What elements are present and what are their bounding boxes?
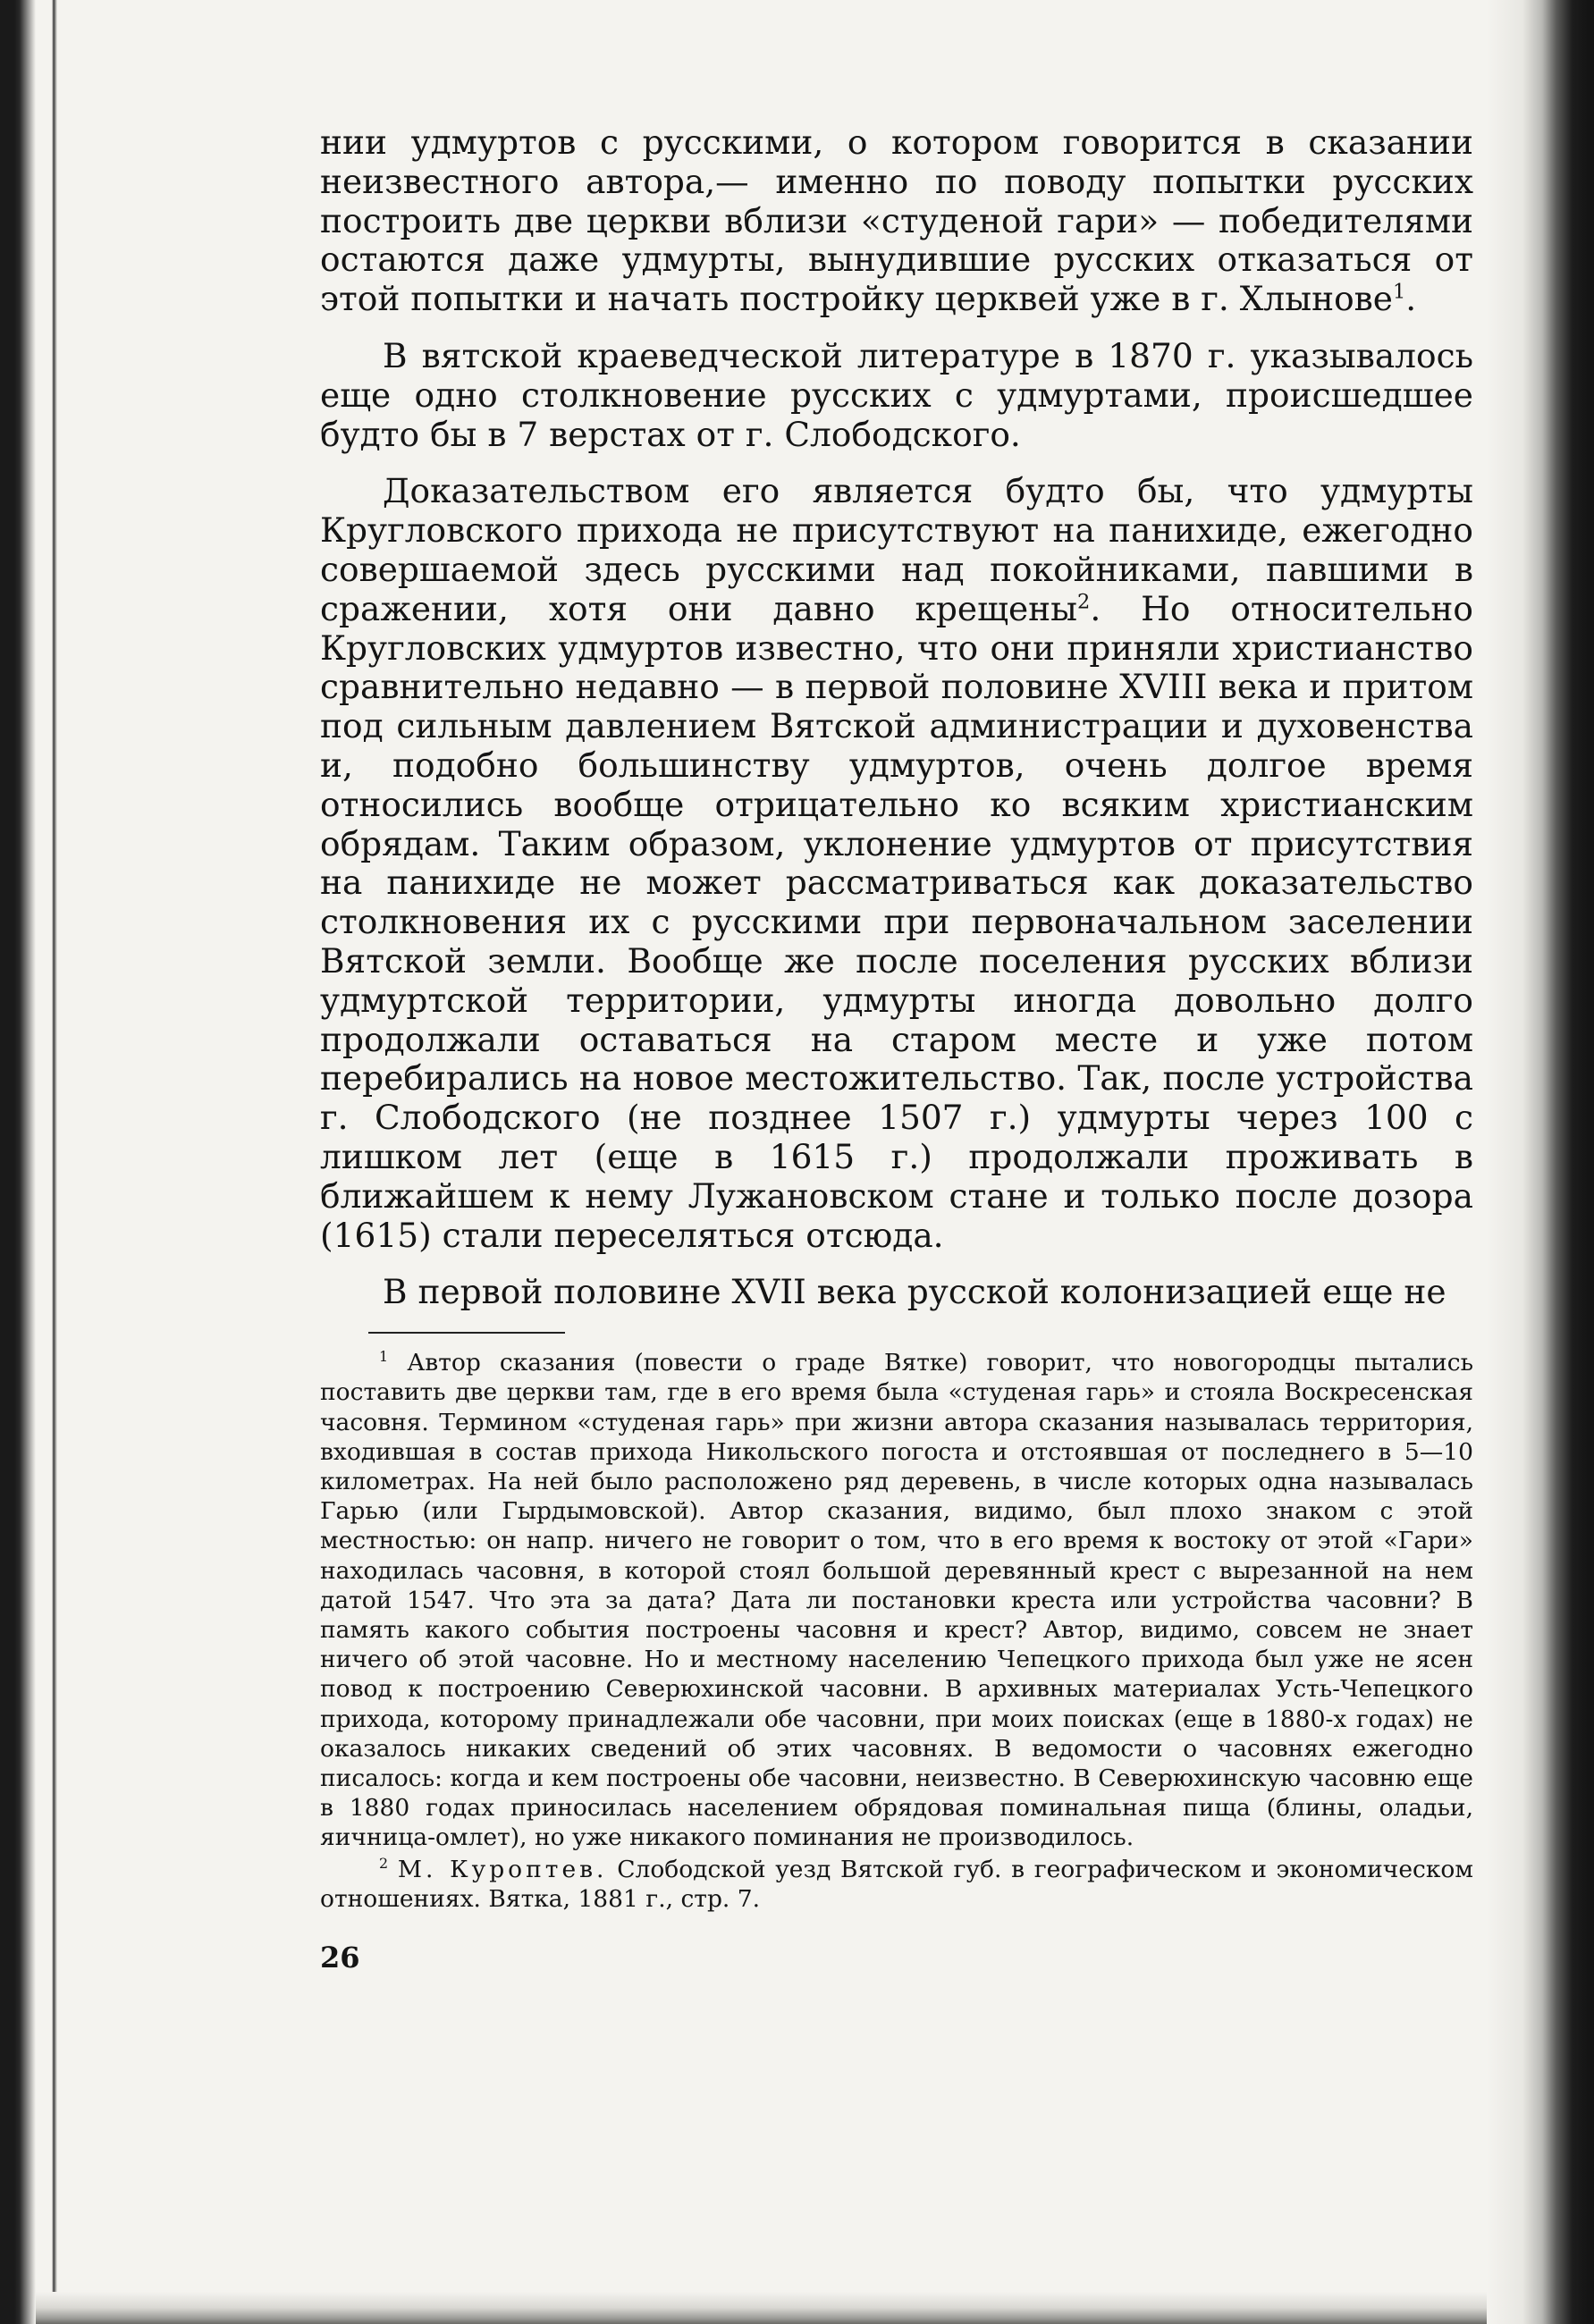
book-page xyxy=(320,123,1473,1975)
footnote-1: $^1$ Автор сказания (повести о граде Вятке) говорит, что новогородцы пытались поставить две церкви там, где в его время была «студеная гарь» и стояла Воскресенская часовня. Термином «студеная гарь» при жизни автора сказания называлась территория, входившая в состав прихода Никольского погоста и отстоявшая от последнего в 5—10 километрах. На ней было расположено ряд деревень, в числе которых одна называлась Гарью (или Гырдымовской). Автор сказания, видимо, был плохо знаком с этой местностью: он напр. ничего не говорит о том, что в его время к востоку от этой «Гари» находилась часовня, в которой стоял большой деревянный крест с вырезанной на нем датой 1547. Что эта за дата? Дата ли постановки креста или устройства часовни? В память какого события построены часовня и крест? Автор, видимо, совсем не знает ничего об этой часовне. Но и местному населению Чепецкого прихода был уже не ясен повод к построению Северюхинской часовни. В архивных материалах Усть-Чепецкого прихода, которому принадлежали обе часовни, при моих поисках (еще в 1880-х годах) не оказалось никаких сведений об этих часовнях. В ведомости о часовнях ежегодно писалось: когда и кем построены обе часовни, неизвестно. В Северюхинскую часовню еще в 1880 годах приносилась населением обрядовая поминальная пища (блины, оладьи, яичница-омлет), но уже никакого поминания не производилось. xyxy=(320,1348,1473,1852)
footnote-ref-1: 1 xyxy=(1392,280,1406,304)
paragraph-1: нии удмуртов с русскими, о котором говорится в сказании неизвестного автора,— именно по поводу попытки русских построить две церкви вблизи «студеной гари» — победителями остаются даже удмурты, вынудившие русских отказаться от этой попытки и начать постройку церквей уже в г. Хлынове$^1$. xyxy=(320,122,1473,319)
page-number: 26 xyxy=(320,1940,360,1975)
main-text xyxy=(320,123,1473,1312)
paragraph-3: Доказательством его является будто бы, что удмурты Кругловского прихода не присутствуют на панихиде, ежегодно совершаемой здесь русскими над покойниками, павшими в сражении, хотя они давно крещены$^2$. Но относительно Кругловских удмуртов известно, что они приняли христианство сравнительно недавно — в первой половине XVIII века и притом под сильным давлением Вятской администрации и духовенства и, подобно большинству удмуртов, очень долгое время относились вообще отрицательно ко всяким христианским обрядам. Таким образом, уклонение удмуртов от присутствия на панихиде не может рассматриваться как доказательство столкновения их с русскими при первоначальном заселении Вятской земли. Вообще же после поселения русских вблизи удмуртской территории, удмурты иногда довольно долго продолжали оставаться на старом месте и уже потом перебирались на новое местожительство. Так, после устройства г. Слободского (не позднее 1507 г.) удмурты через 100 с лишком лет (еще в 1615 г.) продолжали проживать в ближайшем к нему Лужановском стане и только после дозора (1615) стали переселяться отсюда. xyxy=(320,471,1473,1255)
footnotes xyxy=(320,1348,1473,1914)
scan-left-edge xyxy=(0,0,97,2324)
scan-bottom-edge xyxy=(36,2292,1487,2324)
footnote-2-author: М. Куроптев. xyxy=(397,1855,608,1883)
footnote-divider xyxy=(368,1332,565,1334)
scan-right-edge xyxy=(1487,0,1594,2324)
footnote-2: $^2$ М. Куроптев. Слободской уезд Вятской губ. в географическом и экономическом отношениях. Вятка, 1881 г., стр. 7. xyxy=(320,1854,1473,1913)
paragraph-4: В первой половине XVII века русской колонизацией еще не xyxy=(383,1272,1446,1312)
footnote-ref-2: 2 xyxy=(1076,590,1091,614)
paragraph-2: В вятской краеведческой литературе в 1870 г. указывалось еще одно столкновение русских с удмуртами, происшедшее будто бы в 7 верстах от г. Слободского. xyxy=(320,335,1473,454)
